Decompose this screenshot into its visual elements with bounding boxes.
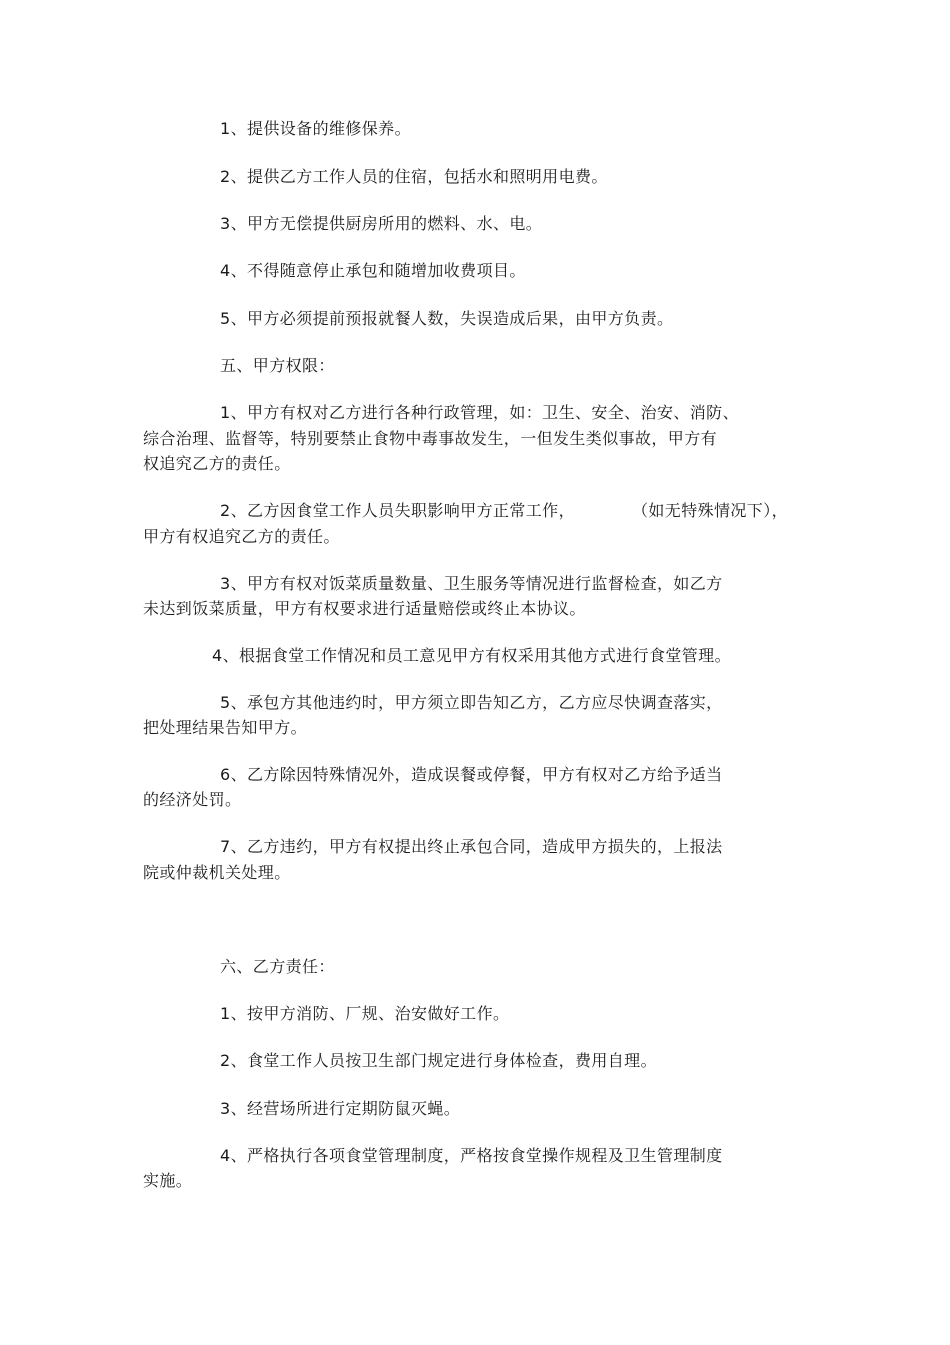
paragraph-line: 2、提供乙方工作人员的住宿，包括水和照明用电费。 (220, 167, 608, 186)
paragraph-line: 实施。 (143, 1171, 193, 1190)
paragraph-line: 2、食堂工作人员按卫生部门规定进行身体检查，费用自理。 (220, 1051, 657, 1070)
paragraph-line: 把处理结果告知甲方。 (143, 718, 308, 737)
paragraph-line: 4、严格执行各项食堂管理制度，严格按食堂操作规程及卫生管理制度 (220, 1146, 723, 1165)
paragraph-line: 3、甲方有权对饭菜质量数量、卫生服务等情况进行监督检查，如乙方 (220, 574, 723, 593)
paragraph-line: 权追究乙方的责任。 (143, 454, 291, 473)
paragraph-line: 1、甲方有权对乙方进行各种行政管理，如：卫生、安全、治安、消防、 (220, 403, 739, 422)
paragraph-line: 6、乙方除因特殊情况外，造成误餐或停餐，甲方有权对乙方给予适当 (220, 765, 723, 784)
paragraph-line: 5、甲方必须提前预报就餐人数，失误造成后果，由甲方负责。 (220, 309, 674, 328)
paragraph-line: （如无特殊情况下）， (632, 501, 789, 520)
paragraph-line: 1、按甲方消防、厂规、治安做好工作。 (220, 1004, 510, 1023)
paragraph-line: 甲方有权追究乙方的责任。 (143, 527, 340, 546)
paragraph-line: 未达到饭菜质量，甲方有权要求进行适量赔偿或终止本协议。 (143, 599, 586, 618)
paragraph-line: 5、承包方其他违约时，甲方须立即告知乙方，乙方应尽快调查落实， (220, 693, 723, 712)
paragraph-line: 3、经营场所进行定期防鼠灭蝇。 (220, 1099, 461, 1118)
paragraph-line: 院或仲裁机关处理。 (143, 863, 291, 882)
paragraph-line: 2、乙方因食堂工作人员失职影响甲方正常工作， (220, 501, 575, 520)
paragraph-line: 7、乙方违约，甲方有权提出终止承包合同，造成甲方损失的，上报法 (220, 837, 723, 856)
paragraph-line: 3、甲方无偿提供厨房所用的燃料、水、电。 (220, 214, 543, 233)
paragraph-line: 4、不得随意停止承包和随增加收费项目。 (220, 261, 526, 280)
paragraph-line: 4、根据食堂工作情况和员工意见甲方有权采用其他方式进行食堂管理。 (212, 646, 731, 665)
paragraph-line: 1、提供设备的维修保养。 (220, 119, 411, 138)
section-heading: 六、乙方责任： (220, 957, 335, 976)
paragraph-line: 综合治理、监督等，特别要禁止食物中毒事故发生，一但发生类似事故，甲方有 (143, 429, 718, 448)
paragraph-line: 的经济处罚。 (143, 790, 242, 809)
section-heading: 五、甲方权限： (220, 356, 335, 375)
